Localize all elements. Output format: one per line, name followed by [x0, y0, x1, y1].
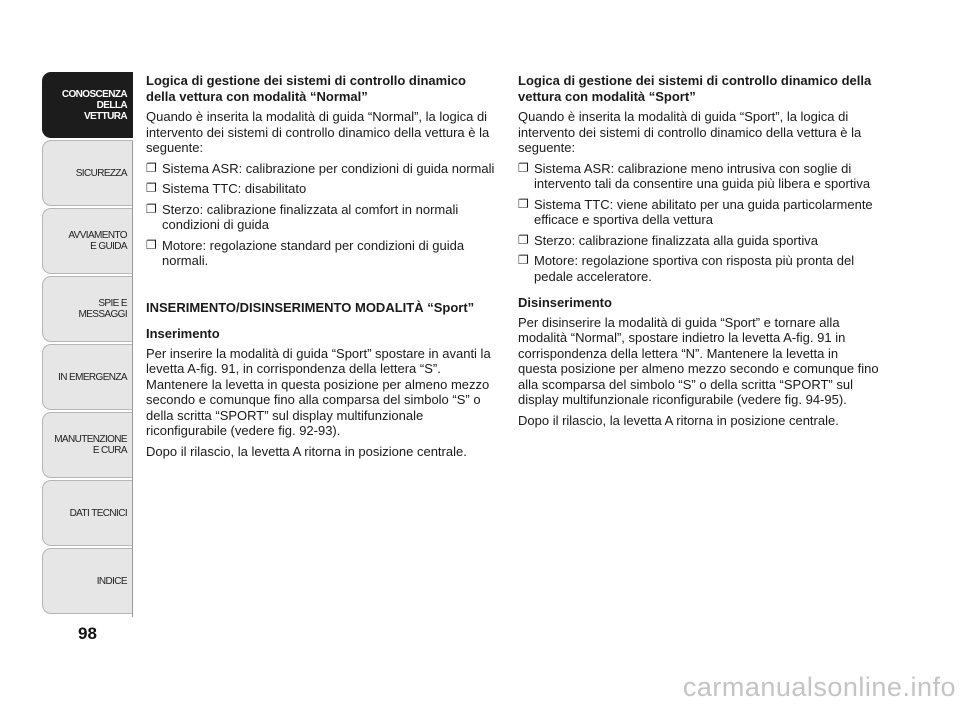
tab-manutenzione-e-cura[interactable]: [42, 412, 133, 478]
list-item: [146, 202, 498, 233]
normal-mode-list: [146, 161, 498, 269]
list-item: [518, 197, 880, 228]
tab-label: SPIE E MESSAGGI: [78, 298, 127, 320]
disinserimento-paragraph: Per disinserire la modalità di guida “Sport” e tornare alla modalità “Normal”, spostare indietro la levetta A-fig. 91 in corrispondenza della lettera “N”. Mantenere la levetta in questa posizione per almeno mezzo secondo e comunque fino alla scomparsa del simbolo “S” o della scritta “SPORT” sul display multifunzionale riconfigurabile (vedere fig. 94-95).: [518, 314, 879, 407]
left-column: [146, 73, 498, 464]
list-item: [146, 238, 498, 269]
tab-sicurezza[interactable]: [42, 140, 133, 206]
tab-label: IN EMERGENZA: [58, 371, 127, 383]
checkbox-bullet-icon: ❐: [146, 160, 157, 175]
page-number: 98: [78, 624, 97, 643]
list-item-text: Sistema ASR: calibrazione per condizioni di guida normali: [162, 160, 495, 176]
sidebar-divider: [132, 141, 133, 617]
list-item-text: Sistema TTC: viene abilitato per una guida particolarmente efficace e sportiva della vettura: [534, 196, 873, 227]
list-item: [146, 181, 498, 197]
list-item-text: Motore: regolazione sportiva con risposta più pronta del pedale acceleratore.: [534, 253, 855, 284]
sport-mode-list: [518, 161, 880, 285]
checkbox-bullet-icon: ❐: [518, 160, 529, 175]
tab-dati-tecnici[interactable]: [42, 480, 133, 546]
list-item: [518, 233, 880, 249]
tab-label: CONOSCENZA DELLA VETTURA: [61, 88, 127, 122]
sport-mode-heading: Logica di gestione dei sistemi di controllo dinamico della vettura con modalità “Sport”: [518, 73, 872, 104]
disinserimento-heading: Disinserimento: [518, 295, 612, 310]
checkbox-bullet-icon: ❐: [146, 201, 157, 216]
section-title: INSERIMENTO/DISINSERIMENTO MODALITÀ “Sport”: [146, 299, 475, 315]
checkbox-bullet-icon: ❐: [518, 253, 529, 267]
inserimento-heading: Inserimento: [146, 326, 220, 341]
list-item: [518, 161, 880, 192]
disinserimento-release-paragraph: Dopo il rilascio, la levetta A ritorna in posizione centrale.: [518, 412, 839, 428]
list-item-text: Sistema TTC: disabilitato: [162, 181, 307, 196]
normal-mode-heading: Logica di gestione dei sistemi di controllo dinamico della vettura con modalità “Normal”: [146, 73, 466, 104]
list-item-text: Sterzo: calibrazione finalizzata alla guida sportiva: [534, 232, 818, 248]
checkbox-bullet-icon: ❐: [518, 196, 529, 211]
inserimento-paragraph: Per inserire la modalità di guida “Sport” spostare in avanti la levetta A-fig. 91, in corrispondenza della lettera “S”. Mantenere la levetta in questa posizione per almeno mezzo secondo e comunque fino alla comparsa del simbolo “S” o della scritta “SPORT” sul display multifunzionale riconfigurabile (vedere fig. 92-93).: [146, 345, 491, 438]
list-item: [518, 253, 880, 284]
tab-label: AVVIAMENTO E GUIDA: [68, 230, 127, 252]
list-item-text: Sistema ASR: calibrazione meno intrusiva con soglie di intervento tali da consentire una guida più libera e sportiva: [534, 160, 871, 191]
checkbox-bullet-icon: ❐: [146, 237, 157, 252]
tab-avviamento-e-guida[interactable]: [42, 208, 133, 274]
sport-mode-intro: Quando è inserita la modalità di guida “Sport”, la logica di intervento dei sistemi di controllo dinamico della vettura è la seguente:: [518, 109, 862, 155]
checkbox-bullet-icon: ❐: [146, 181, 157, 195]
tab-label: INDICE: [96, 575, 127, 587]
tab-label: DATI TECNICI: [69, 507, 127, 519]
tab-in-emergenza[interactable]: [42, 344, 133, 410]
tab-indice[interactable]: [42, 548, 133, 614]
normal-mode-intro: Quando è inserita la modalità di guida “Normal”, la logica di intervento dei sistemi di controllo dinamico della vettura è la seguente:: [146, 109, 490, 155]
list-item-text: Motore: regolazione standard per condizioni di guida normali.: [162, 237, 465, 268]
watermark: carmanualsonline.info: [682, 672, 956, 702]
tab-conoscenza-della-vettura[interactable]: [42, 72, 133, 138]
list-item-text: Sterzo: calibrazione finalizzata al comfort in normali condizioni di guida: [162, 201, 459, 232]
inserimento-release-paragraph: Dopo il rilascio, la levetta A ritorna in posizione centrale.: [146, 443, 467, 459]
list-item: [146, 161, 498, 177]
right-column: [518, 73, 880, 433]
tab-label: MANUTENZIONE E CURA: [54, 434, 127, 456]
tab-label: SICUREZZA: [75, 167, 127, 179]
checkbox-bullet-icon: ❐: [518, 232, 529, 247]
tab-spie-e-messaggi[interactable]: [42, 276, 133, 342]
